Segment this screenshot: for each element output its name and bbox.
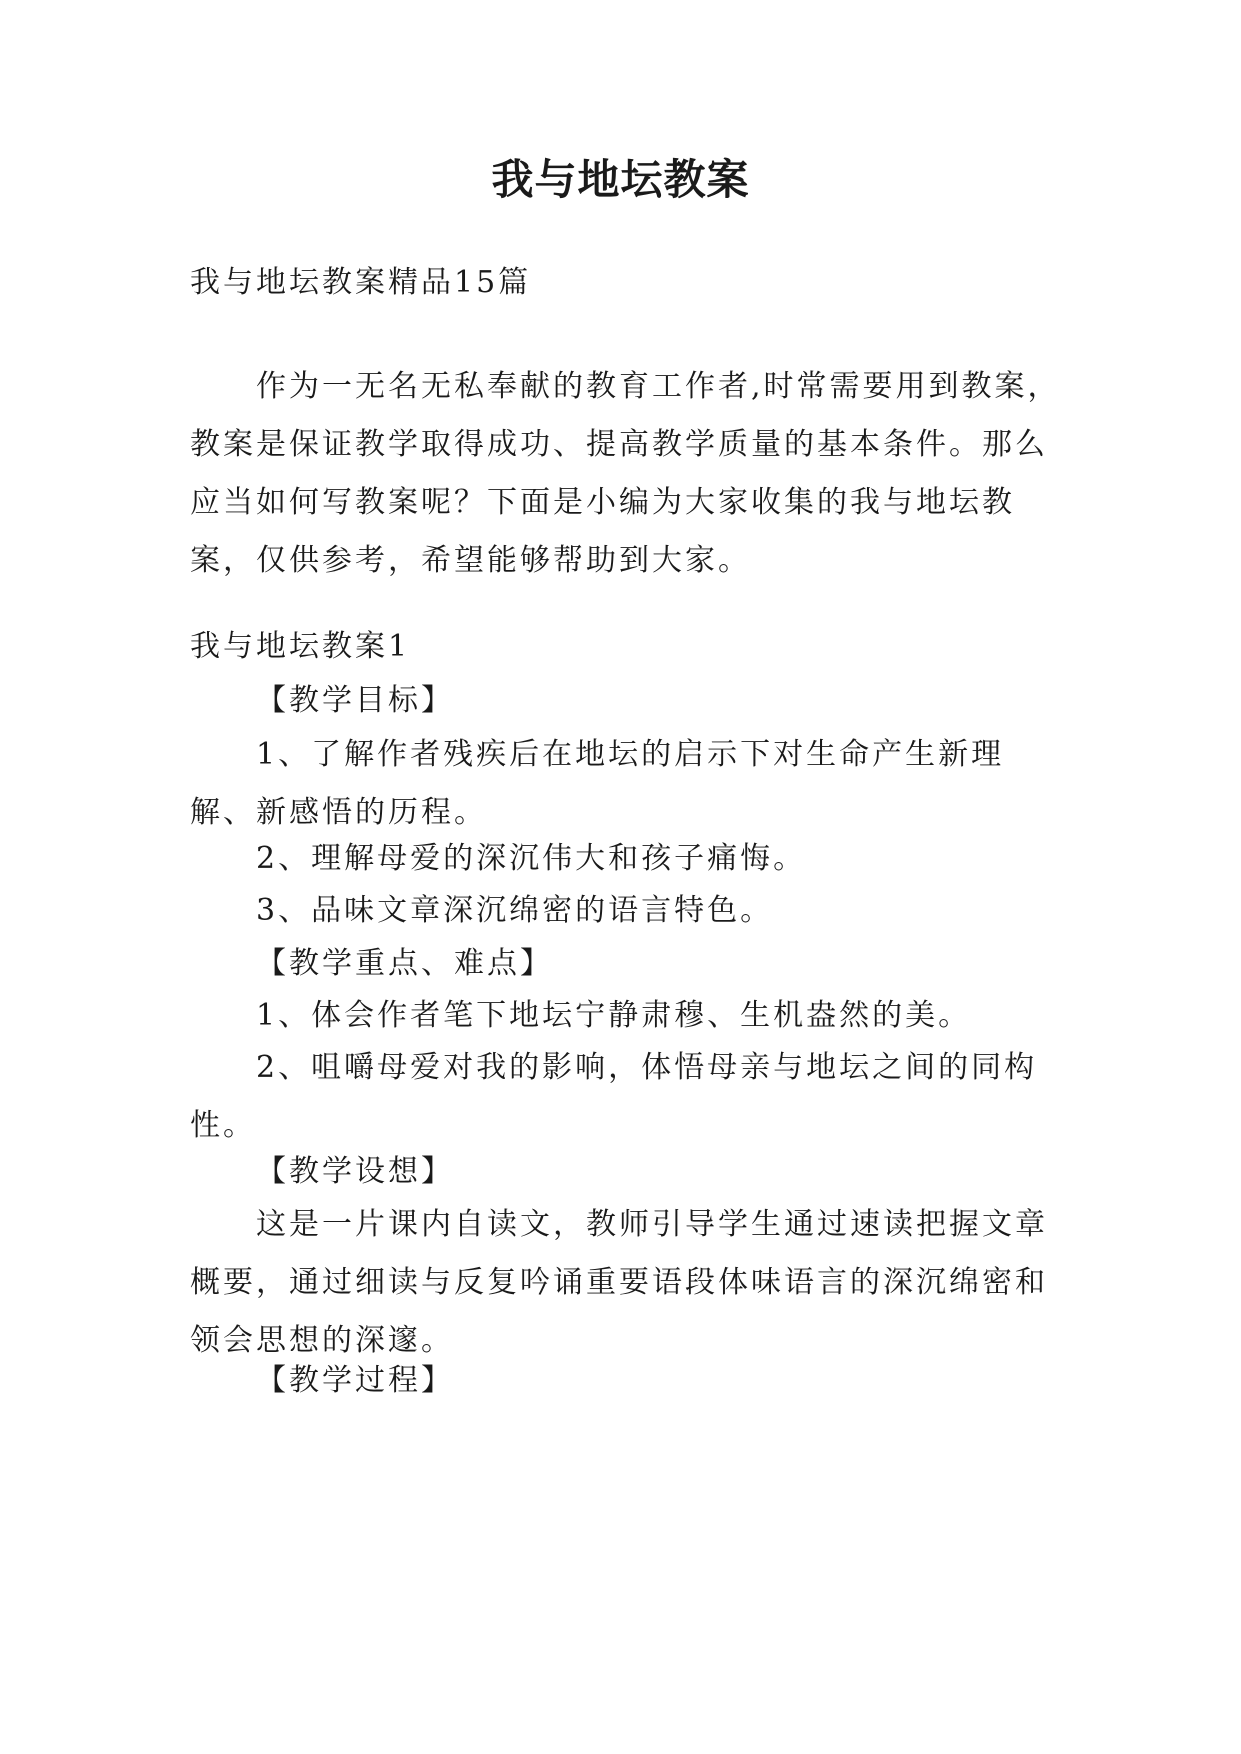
intro-paragraph: 作为一无名无私奉献的教育工作者,时常需要用到教案，教案是保证教学取得成功、提高教学质量的基本条件。那么应当如何写教案呢？下面是小编为大家收集的我与地坛教案，仅供参考，希望能够帮助到大家。 xyxy=(190,369,1061,578)
document-subtitle: 我与地坛教案精品15篇 xyxy=(190,265,532,300)
goal-item-2: 2、理解母爱的深沉伟大和孩子痛悔。 xyxy=(256,841,807,876)
goals-heading: 【教学目标】 xyxy=(256,683,454,718)
goal-item-3: 3、品味文章深沉绵密的语言特色。 xyxy=(256,893,774,928)
goal-item-1: 1、了解作者残疾后在地坛的启示下对生命产生新理解、新感悟的历程。 xyxy=(190,737,1005,830)
document-title: 我与地坛教案 xyxy=(491,155,750,204)
key-points-heading: 【教学重点、难点】 xyxy=(256,946,553,981)
key-point-2: 2、咀嚼母爱对我的影响，体悟母亲与地坛之间的同构性。 xyxy=(190,1050,1038,1143)
design-heading: 【教学设想】 xyxy=(256,1154,454,1189)
key-point-1: 1、体会作者笔下地坛宁静肃穆、生机盎然的美。 xyxy=(256,998,972,1033)
design-paragraph: 这是一片课内自读文，教师引导学生通过速读把握文章概要，通过细读与反复吟诵重要语段体味语言的深沉绵密和领会思想的深邃。 xyxy=(190,1207,1048,1358)
section-heading: 我与地坛教案1 xyxy=(190,629,411,664)
process-heading: 【教学过程】 xyxy=(256,1363,454,1398)
